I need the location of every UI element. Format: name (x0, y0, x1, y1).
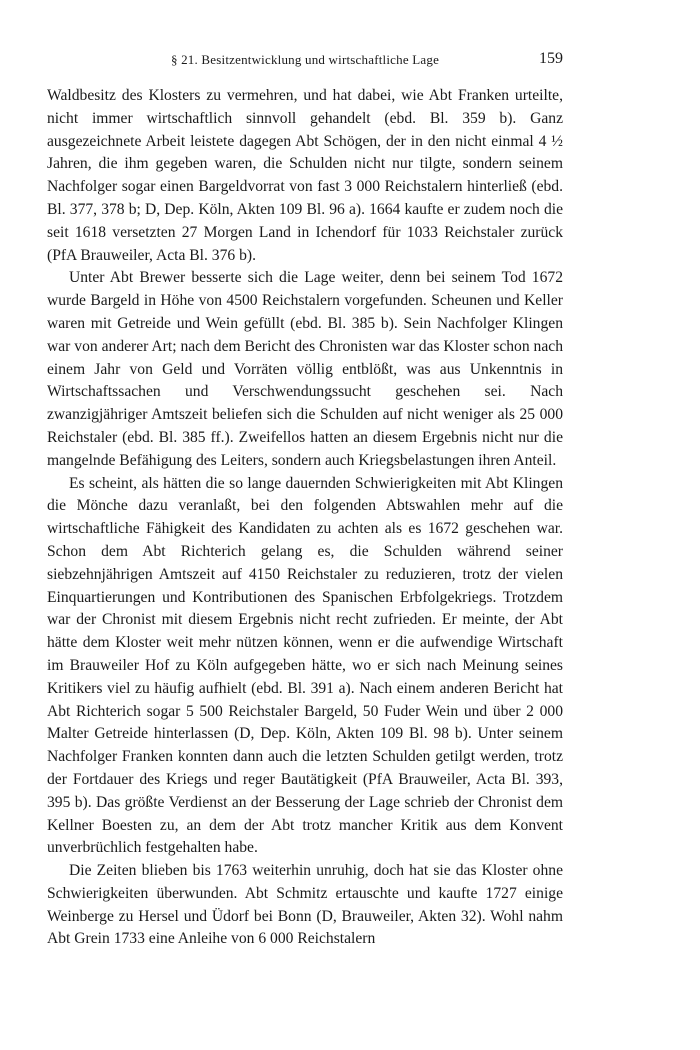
running-head (47, 50, 563, 72)
paragraph-2: Unter Abt Brewer besserte sich die Lage weiter, denn bei seinem Tod 1672 wurde Bargeld in Höhe von 4500 Reichstalern vorgefunden. Scheunen und Keller waren mit Getreide und Wein gefüllt (ebd. Bl. 385 b). Sein Nachfolger Klingen war von anderer Art; nach dem Bericht des Chronisten war das Kloster schon nach einem Jahr von Geld und Vorräten völlig entblößt, was aus Unkenntnis in Wirtschaftssachen und Verschwendungssucht geschehen sei. Nach zwanzigjähriger Amtszeit beliefen sich die Schulden auf nicht weniger als 25 000 Reichstaler (ebd. Bl. 385 ff.). Zweifellos hatten an diesem Ergebnis nicht nur die mangelnde Befähigung des Leiters, sondern auch Kriegsbelastungen ihren Anteil. (47, 269, 563, 469)
paragraph-1: Waldbesitz des Klosters zu vermehren, und hat dabei, wie Abt Franken urteilte, nicht immer wirtschaftlich sinnvoll gehandelt (ebd. Bl. 359 b). Ganz ausgezeichnete Arbeit leistete dagegen Abt Schögen, der in den nicht einmal 4 ½ Jahren, die ihm gegeben waren, die Schulden nicht nur tilgte, sondern seinem Nachfolger sogar einen Bargeldvorrat von fast 3 000 Reichstalern hinterließ (ebd. Bl. 377, 378 b; D, Dep. Köln, Akten 109 Bl. 96 a). 1664 kaufte er zudem noch die seit 1618 versetzten 27 Morgen Land in Ichendorf für 1033 Reichstaler zurück (PfA Brauweiler, Acta Bl. 376 b). (47, 87, 563, 264)
paragraph-4: Die Zeiten blieben bis 1763 weiterhin unruhig, doch hat sie das Kloster ohne Schwierigkeiten überwunden. Abt Schmitz ertauschte und kaufte 1727 einige Weinberge zu Hersel und Üdorf bei Bonn (D, Brauweiler, Akten 32). Wohl nahm Abt Grein 1733 eine Anleihe von 6 000 Reichstalern (47, 862, 563, 948)
paragraph-3: Es scheint, als hätten die so lange dauernden Schwierigkeiten mit Abt Klingen die Mönche dazu veranlaßt, bei den folgenden Abtswahlen mehr auf die wirtschaftliche Fähigkeit des Kandidaten zu achten als es 1672 geschehen war. Schon dem Abt Richterich gelang es, die Schulden während seiner siebzehnjährigen Amtszeit auf 4150 Reichstaler zu reduzieren, trotz der vielen Einquartierungen und Kontributionen des Spanischen Erbfolgekriegs. Trotzdem war der Chronist mit diesem Ergebnis nicht recht zufrieden. Er meinte, der Abt hätte dem Kloster weit mehr nützen können, wenn er die aufwendige Wirtschaft im Brauweiler Hof zu Köln aufgegeben hätte, wo er sich nach Meinung seines Kritikers viel zu häufig aufhielt (ebd. Bl. 391 a). Nach einem anderen Bericht hat Abt Richterich sogar 5 500 Reichstaler Bargeld, 50 Fuder Wein und über 2 000 Malter Getreide hinterlassen (D, Dep. Köln, Akten 109 Bl. 98 b). Unter seinem Nachfolger Franken konnten dann auch die letzten Schulden getilgt werden, trotz der Fortdauer des Kriegs und reger Bautätigkeit (PfA Brauweiler, Acta Bl. 393, 395 b). Das größte Verdienst an der Besserung der Lage schrieb der Chronist dem Kellner Boesten zu, an dem der Abt trotz mancher Kritik aus dem Konvent unverbrüchlich festgehalten habe. (47, 474, 563, 857)
body-text (47, 85, 563, 951)
section-title: § 21. Besitzentwicklung und wirtschaftliche Lage (170, 52, 440, 67)
page-number: 159 (539, 50, 563, 67)
